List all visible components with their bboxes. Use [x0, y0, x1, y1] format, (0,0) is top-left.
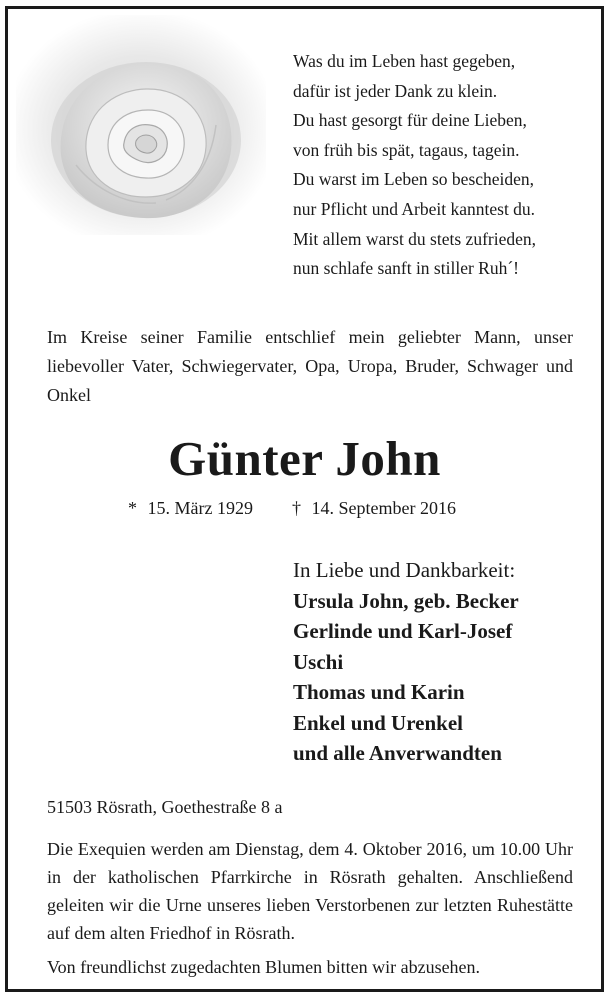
deceased-name: Günter John — [168, 431, 441, 486]
ceremony-text: Die Exequien werden am Dienstag, dem 4. Oktober 2016, um 10.00 Uhr in der katholischen Pfarrkirche in Rösrath gehalten. Anschließend geleiten wir die Urne unseres lieben Verstorbenen zur letzten Ruhestätte auf dem alten Friedhof in Rösrath. — [47, 839, 573, 943]
family-member: und alle Anverwandten — [293, 741, 502, 765]
death-date: 14. September 2016 — [311, 498, 456, 518]
poem-line: von früh bis spät, tagaus, tagein. — [293, 139, 520, 160]
poem-line: Du hast gesorgt für deine Lieben, — [293, 110, 527, 131]
family-member: Enkel und Urenkel — [293, 710, 463, 735]
family-member: Gerlinde und Karl-Josef — [293, 619, 513, 643]
death-symbol: † — [291, 498, 301, 518]
flowers-note: Von freundlichst zugedachten Blumen bitten wir abzusehen. — [47, 957, 481, 977]
poem — [293, 47, 536, 284]
birth-date: 15. März 1929 — [147, 498, 253, 518]
obituary-notice — [5, 6, 604, 992]
poem-line: nur Pflicht und Arbeit kanntest du. — [293, 198, 536, 219]
poem-line: Was du im Leben hast gegeben, — [293, 51, 516, 71]
birth-symbol: * — [128, 498, 137, 518]
family-list — [293, 555, 519, 769]
family-heading: In Liebe und Dankbarkeit: — [293, 558, 516, 582]
poem-line: dafür ist jeder Dank zu klein. — [293, 80, 498, 101]
poem-line: Mit allem warst du stets zufrieden, — [293, 228, 536, 249]
intro-text: Im Kreise seiner Familie entschlief mein geliebter Mann, unser liebevoller Vater, Schwiegervater, Opa, Uropa, Bruder, Schwager und Onkel — [47, 327, 573, 405]
poem-line: nun schlafe sanft in stiller Ruh´! — [293, 258, 519, 279]
family-member: Uschi — [293, 649, 344, 674]
family-member: Thomas und Karin — [293, 680, 465, 704]
poem-line: Du warst im Leben so bescheiden, — [293, 169, 535, 190]
address: 51503 Rösrath, Goethestraße 8 a — [47, 797, 283, 817]
family-member: Ursula John, geb. Becker — [293, 588, 519, 613]
life-dates — [128, 496, 462, 520]
rose-image — [16, 15, 266, 235]
